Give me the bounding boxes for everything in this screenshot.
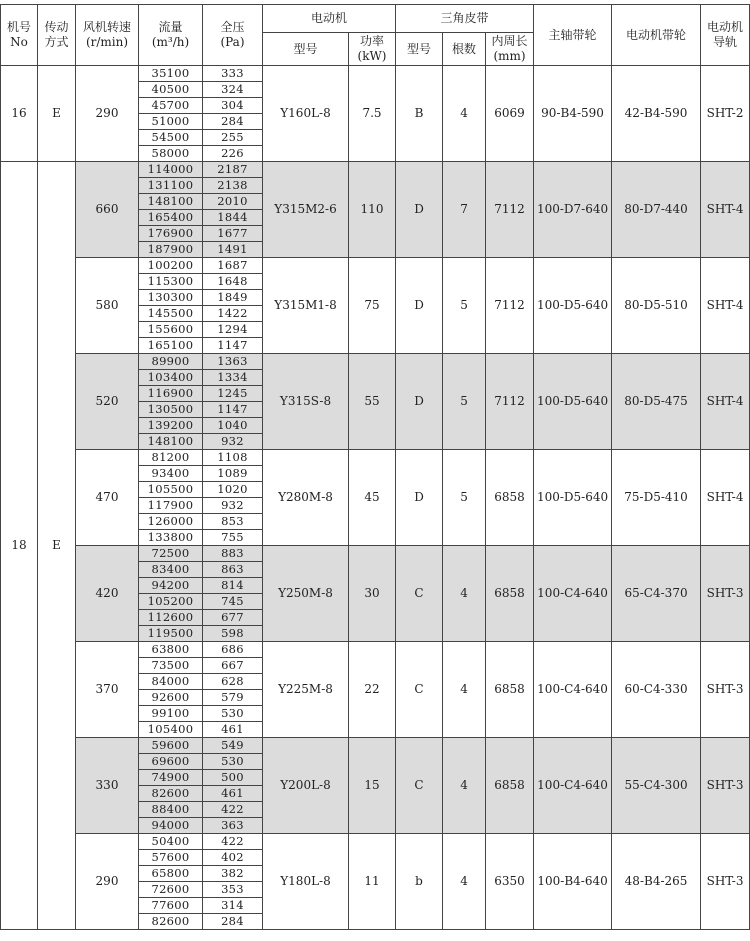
header-main-pulley: 主轴带轮	[534, 5, 612, 66]
table-row	[1, 162, 750, 178]
header-fan-no	[1, 5, 38, 66]
flow-cell: 88400	[139, 802, 203, 818]
flow-cell: 59600	[139, 738, 203, 754]
flow-cell: 187900	[139, 242, 203, 258]
speed-cell: 520	[76, 354, 139, 450]
belt-count-cell: 5	[443, 450, 486, 546]
flow-cell: 51000	[139, 114, 203, 130]
pressure-cell: 1108	[203, 450, 263, 466]
header-belt-length-line1: 内周长	[491, 34, 528, 48]
fan-no-cell: 16	[1, 66, 38, 162]
pressure-cell: 255	[203, 130, 263, 146]
flow-cell: 126000	[139, 514, 203, 530]
pressure-cell: 284	[203, 114, 263, 130]
flow-cell: 103400	[139, 370, 203, 386]
pressure-cell: 1363	[203, 354, 263, 370]
belt-length-cell: 7112	[486, 162, 534, 258]
flow-cell: 131100	[139, 178, 203, 194]
header-belt-type: 型号	[396, 33, 443, 66]
flow-cell: 92600	[139, 690, 203, 706]
belt-type-cell: b	[396, 834, 443, 930]
belt-length-cell: 6858	[486, 450, 534, 546]
flow-cell: 105200	[139, 594, 203, 610]
flow-cell: 84000	[139, 674, 203, 690]
pressure-cell: 2187	[203, 162, 263, 178]
belt-count-cell: 4	[443, 642, 486, 738]
flow-cell: 155600	[139, 322, 203, 338]
flow-cell: 77600	[139, 898, 203, 914]
pressure-cell: 677	[203, 610, 263, 626]
motor-pulley-cell: 60-C4-330	[612, 642, 701, 738]
header-drive-line2: 方式	[44, 35, 69, 49]
header-fan-no-line2: No	[10, 35, 28, 49]
flow-cell: 50400	[139, 834, 203, 850]
pressure-cell: 1020	[203, 482, 263, 498]
pressure-cell: 1844	[203, 210, 263, 226]
belt-type-cell: D	[396, 354, 443, 450]
flow-cell: 82600	[139, 914, 203, 930]
pressure-cell: 422	[203, 834, 263, 850]
pressure-cell: 304	[203, 98, 263, 114]
belt-length-cell: 6858	[486, 738, 534, 834]
motor-model-cell: Y180L-8	[263, 834, 349, 930]
table-row	[1, 642, 750, 658]
header-rail	[701, 5, 750, 66]
rail-cell: SHT-3	[701, 834, 750, 930]
flow-cell: 81200	[139, 450, 203, 466]
flow-cell: 139200	[139, 418, 203, 434]
flow-cell: 73500	[139, 658, 203, 674]
flow-cell: 94000	[139, 818, 203, 834]
header-motor-power-line2: (kW)	[357, 49, 387, 63]
pressure-cell: 402	[203, 850, 263, 866]
motor-model-cell: Y225M-8	[263, 642, 349, 738]
pressure-cell: 226	[203, 146, 263, 162]
belt-type-cell: B	[396, 66, 443, 162]
pressure-cell: 1491	[203, 242, 263, 258]
flow-cell: 176900	[139, 226, 203, 242]
main-pulley-cell: 100-D7-640	[534, 162, 612, 258]
pressure-cell: 755	[203, 530, 263, 546]
belt-length-cell: 7112	[486, 354, 534, 450]
flow-cell: 114000	[139, 162, 203, 178]
pressure-cell: 530	[203, 754, 263, 770]
flow-cell: 83400	[139, 562, 203, 578]
speed-cell: 580	[76, 258, 139, 354]
flow-cell: 63800	[139, 642, 203, 658]
motor-pulley-cell: 65-C4-370	[612, 546, 701, 642]
belt-type-cell: C	[396, 738, 443, 834]
pressure-cell: 422	[203, 802, 263, 818]
motor-power-cell: 11	[349, 834, 396, 930]
main-pulley-cell: 100-D5-640	[534, 258, 612, 354]
belt-type-cell: C	[396, 642, 443, 738]
flow-cell: 105500	[139, 482, 203, 498]
header-rail-line1: 电动机	[707, 20, 744, 34]
header-speed-line1: 风机转速	[82, 20, 131, 34]
pressure-cell: 324	[203, 82, 263, 98]
pressure-cell: 883	[203, 546, 263, 562]
drive-cell: E	[38, 162, 76, 930]
rail-cell: SHT-4	[701, 258, 750, 354]
pressure-cell: 2010	[203, 194, 263, 210]
pressure-cell: 333	[203, 66, 263, 82]
header-motor-power	[349, 33, 396, 66]
flow-cell: 65800	[139, 866, 203, 882]
belt-count-cell: 4	[443, 834, 486, 930]
motor-model-cell: Y315S-8	[263, 354, 349, 450]
flow-cell: 130300	[139, 290, 203, 306]
belt-length-cell: 6858	[486, 642, 534, 738]
rail-cell: SHT-4	[701, 450, 750, 546]
header-drive-line1: 传动	[44, 20, 69, 34]
motor-pulley-cell: 48-B4-265	[612, 834, 701, 930]
belt-count-cell: 4	[443, 66, 486, 162]
motor-model-cell: Y315M2-6	[263, 162, 349, 258]
rail-cell: SHT-4	[701, 162, 750, 258]
motor-pulley-cell: 80-D7-440	[612, 162, 701, 258]
belt-count-cell: 5	[443, 258, 486, 354]
table-row	[1, 66, 750, 82]
flow-cell: 94200	[139, 578, 203, 594]
table-row	[1, 258, 750, 274]
flow-cell: 133800	[139, 530, 203, 546]
header-fan-no-line1: 机号	[6, 20, 31, 34]
header-motor-model: 型号	[263, 33, 349, 66]
pressure-cell: 598	[203, 626, 263, 642]
motor-pulley-cell: 42-B4-590	[612, 66, 701, 162]
header-speed-line2: (r/min)	[85, 35, 129, 49]
belt-count-cell: 7	[443, 162, 486, 258]
header-drive	[38, 5, 76, 66]
pressure-cell: 1245	[203, 386, 263, 402]
pressure-cell: 1687	[203, 258, 263, 274]
rail-cell: SHT-2	[701, 66, 750, 162]
pressure-cell: 314	[203, 898, 263, 914]
pressure-cell: 745	[203, 594, 263, 610]
rail-cell: SHT-3	[701, 546, 750, 642]
pressure-cell: 382	[203, 866, 263, 882]
header-rail-line2: 导轨	[713, 35, 738, 49]
table-row	[1, 834, 750, 850]
motor-power-cell: 110	[349, 162, 396, 258]
motor-pulley-cell: 80-D5-510	[612, 258, 701, 354]
belt-type-cell: D	[396, 450, 443, 546]
motor-pulley-cell: 75-D5-410	[612, 450, 701, 546]
header-flow-line1: 流量	[158, 20, 183, 34]
motor-model-cell: Y160L-8	[263, 66, 349, 162]
flow-cell: 72500	[139, 546, 203, 562]
speed-cell: 370	[76, 642, 139, 738]
motor-power-cell: 22	[349, 642, 396, 738]
flow-cell: 117900	[139, 498, 203, 514]
header-pressure-line2: (Pa)	[220, 35, 245, 49]
belt-length-cell: 7112	[486, 258, 534, 354]
main-pulley-cell: 100-C4-640	[534, 738, 612, 834]
flow-cell: 93400	[139, 466, 203, 482]
flow-cell: 69600	[139, 754, 203, 770]
motor-model-cell: Y200L-8	[263, 738, 349, 834]
table-row	[1, 546, 750, 562]
rail-cell: SHT-3	[701, 642, 750, 738]
speed-cell: 420	[76, 546, 139, 642]
belt-length-cell: 6069	[486, 66, 534, 162]
table-row	[1, 450, 750, 466]
flow-cell: 165400	[139, 210, 203, 226]
rail-cell: SHT-3	[701, 738, 750, 834]
motor-pulley-cell: 80-D5-475	[612, 354, 701, 450]
flow-cell: 148100	[139, 194, 203, 210]
speed-cell: 330	[76, 738, 139, 834]
drive-cell: E	[38, 66, 76, 162]
motor-pulley-cell: 55-C4-300	[612, 738, 701, 834]
main-pulley-cell: 100-C4-640	[534, 642, 612, 738]
pressure-cell: 932	[203, 434, 263, 450]
flow-cell: 115300	[139, 274, 203, 290]
flow-cell: 58000	[139, 146, 203, 162]
header-motor-pulley: 电动机带轮	[612, 5, 701, 66]
pressure-cell: 500	[203, 770, 263, 786]
pressure-cell: 1677	[203, 226, 263, 242]
pressure-cell: 1849	[203, 290, 263, 306]
flow-cell: 119500	[139, 626, 203, 642]
header-motor-power-line1: 功率	[360, 34, 385, 48]
flow-cell: 82600	[139, 786, 203, 802]
belt-type-cell: D	[396, 258, 443, 354]
belt-type-cell: D	[396, 162, 443, 258]
pressure-cell: 853	[203, 514, 263, 530]
pressure-cell: 284	[203, 914, 263, 930]
flow-cell: 99100	[139, 706, 203, 722]
motor-model-cell: Y315M1-8	[263, 258, 349, 354]
speed-cell: 470	[76, 450, 139, 546]
speed-cell: 290	[76, 66, 139, 162]
pressure-cell: 461	[203, 786, 263, 802]
fan-no-cell: 18	[1, 162, 38, 930]
header-belt-count: 根数	[443, 33, 486, 66]
flow-cell: 89900	[139, 354, 203, 370]
flow-cell: 45700	[139, 98, 203, 114]
header-speed	[76, 5, 139, 66]
pressure-cell: 814	[203, 578, 263, 594]
flow-cell: 105400	[139, 722, 203, 738]
motor-power-cell: 15	[349, 738, 396, 834]
pressure-cell: 932	[203, 498, 263, 514]
pressure-cell: 2138	[203, 178, 263, 194]
flow-cell: 74900	[139, 770, 203, 786]
pressure-cell: 1040	[203, 418, 263, 434]
flow-cell: 112600	[139, 610, 203, 626]
flow-cell: 72600	[139, 882, 203, 898]
pressure-cell: 667	[203, 658, 263, 674]
header-pressure	[203, 5, 263, 66]
pressure-cell: 1147	[203, 338, 263, 354]
header-belt-length	[486, 33, 534, 66]
pressure-cell: 686	[203, 642, 263, 658]
pressure-cell: 353	[203, 882, 263, 898]
speed-cell: 290	[76, 834, 139, 930]
flow-cell: 54500	[139, 130, 203, 146]
pressure-cell: 363	[203, 818, 263, 834]
belt-count-cell: 4	[443, 738, 486, 834]
motor-power-cell: 30	[349, 546, 396, 642]
flow-cell: 148100	[139, 434, 203, 450]
header-motor: 电动机	[263, 5, 396, 33]
pressure-cell: 628	[203, 674, 263, 690]
motor-model-cell: Y250M-8	[263, 546, 349, 642]
header-belt-length-line2: (mm)	[493, 49, 526, 63]
table-body	[1, 66, 750, 930]
belt-length-cell: 6350	[486, 834, 534, 930]
header-belt: 三角皮带	[396, 5, 534, 33]
pressure-cell: 863	[203, 562, 263, 578]
motor-model-cell: Y280M-8	[263, 450, 349, 546]
table-header	[1, 5, 750, 66]
pressure-cell: 1089	[203, 466, 263, 482]
flow-cell: 40500	[139, 82, 203, 98]
belt-count-cell: 5	[443, 354, 486, 450]
fan-spec-table	[0, 4, 750, 930]
flow-cell: 116900	[139, 386, 203, 402]
flow-cell: 165100	[139, 338, 203, 354]
main-pulley-cell: 100-B4-640	[534, 834, 612, 930]
rail-cell: SHT-4	[701, 354, 750, 450]
pressure-cell: 1422	[203, 306, 263, 322]
main-pulley-cell: 100-D5-640	[534, 450, 612, 546]
table-row	[1, 738, 750, 754]
motor-power-cell: 7.5	[349, 66, 396, 162]
pressure-cell: 530	[203, 706, 263, 722]
pressure-cell: 1334	[203, 370, 263, 386]
pressure-cell: 461	[203, 722, 263, 738]
motor-power-cell: 75	[349, 258, 396, 354]
header-flow	[139, 5, 203, 66]
pressure-cell: 579	[203, 690, 263, 706]
belt-type-cell: C	[396, 546, 443, 642]
flow-cell: 130500	[139, 402, 203, 418]
main-pulley-cell: 100-D5-640	[534, 354, 612, 450]
main-pulley-cell: 100-C4-640	[534, 546, 612, 642]
belt-length-cell: 6858	[486, 546, 534, 642]
speed-cell: 660	[76, 162, 139, 258]
pressure-cell: 549	[203, 738, 263, 754]
pressure-cell: 1294	[203, 322, 263, 338]
table-row	[1, 354, 750, 370]
header-flow-line2: (m³/h)	[151, 35, 190, 49]
flow-cell: 35100	[139, 66, 203, 82]
motor-power-cell: 45	[349, 450, 396, 546]
flow-cell: 57600	[139, 850, 203, 866]
main-pulley-cell: 90-B4-590	[534, 66, 612, 162]
pressure-cell: 1147	[203, 402, 263, 418]
header-pressure-line1: 全压	[220, 20, 245, 34]
pressure-cell: 1648	[203, 274, 263, 290]
flow-cell: 145500	[139, 306, 203, 322]
belt-count-cell: 4	[443, 546, 486, 642]
flow-cell: 100200	[139, 258, 203, 274]
motor-power-cell: 55	[349, 354, 396, 450]
